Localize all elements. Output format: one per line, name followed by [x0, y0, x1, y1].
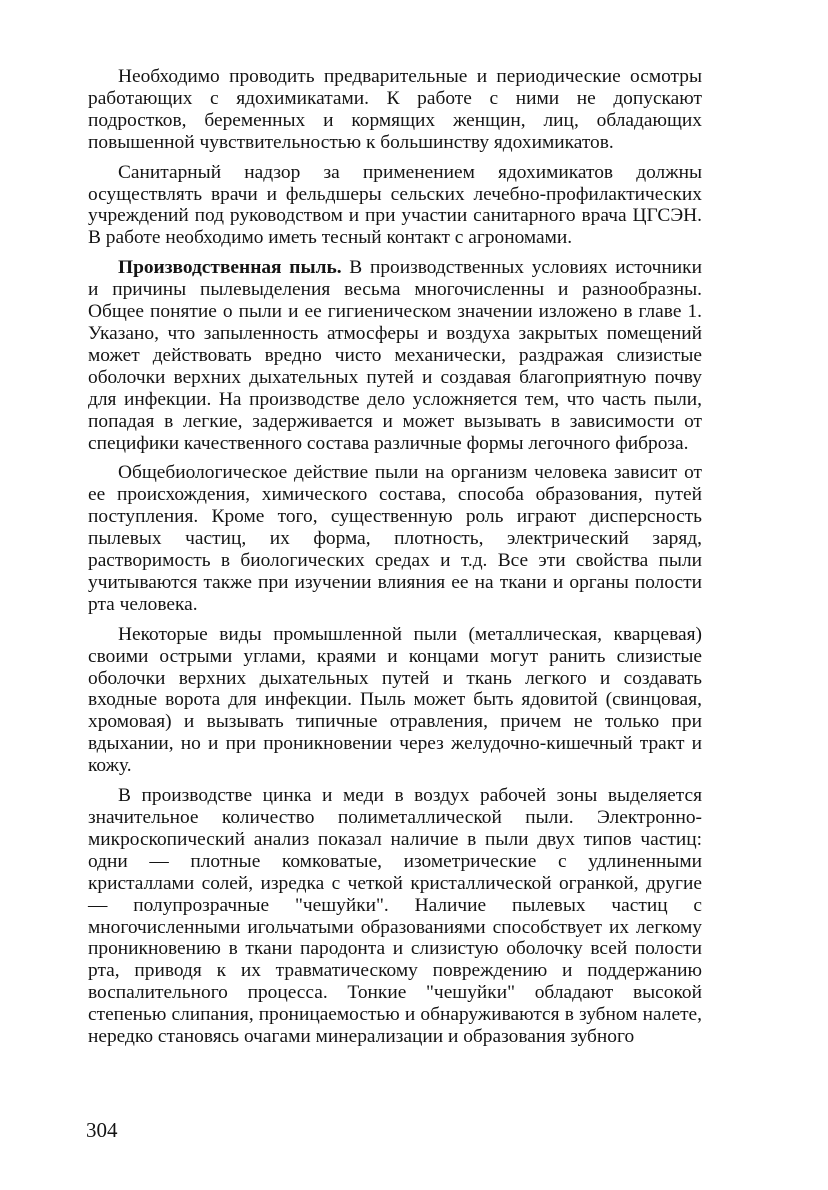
paragraph-sanitary-supervision	[88, 162, 702, 250]
book-page-text	[88, 66, 702, 1056]
paragraph-biological-action	[88, 462, 702, 615]
paragraph-text: В производственных условиях источники и причины пылевыделения весьма многочисленны и разнообразны. Общее понятие о пыли и ее гигиеническом значении изложено в главе 1. Указано, что запыленность атмосферы и воздуха закрытых помещений может действовать вредно чисто механически, раздражая слизистые оболочки верхних дыхательных путей и создавая благоприятную почву для инфекции. На производстве дело усложняется тем, что часть пыли, попадая в легкие, задерживается и может вызывать в зависимости от специфики качественного состава различные формы легочного фиброза.	[88, 257, 702, 454]
paragraph-text: Некоторые виды промышленной пыли (металлическая, кварцевая) своими острыми углами, краями и концами могут ранить слизистые оболочки верхних дыхательных путей и ткань легкого и создавать входные ворота для инфекции. Пыль может быть ядовитой (свинцовая, хромовая) и вызывать типичные отравления, причем не только при вдыхании, но и при проникновении через желудочно-кишечный тракт и кожу.	[88, 623, 702, 777]
section-heading-industrial-dust: Производственная пыль.	[118, 257, 342, 279]
paragraph-text: Необходимо проводить предварительные и периодические осмотры работающих с ядохимикатами. К работе с ними не допускают подростков, беременных и кормящих женщин, лиц, обладающих повышенной чувствительностью к большинству ядохимикатов.	[88, 66, 702, 153]
paragraph-medical-checkups	[88, 66, 702, 154]
page-number: 304	[86, 1118, 118, 1142]
paragraph-dust-types	[88, 624, 702, 777]
paragraph-text: Санитарный надзор за применением ядохимикатов должны осуществлять врачи и фельдшеры сельских лечебно-профилактических учреждений под руководством и при участии санитарного врача ЦГСЭН. В работе необходимо иметь тесный контакт с агрономами.	[88, 161, 702, 249]
paragraph-text: Общебиологическое действие пыли на организм человека зависит от ее происхождения, химического состава, способа образования, путей поступления. Кроме того, существенную роль играют дисперсность пылевых частиц, их форма, плотность, электрический заряд, растворимость в биологических средах и т.д. Все эти свойства пыли учитываются также при изучении влияния ее на ткани и органы полости рта человека.	[88, 462, 702, 615]
paragraph-text: В производстве цинка и меди в воздух рабочей зоны выделяется значительное количество полиметаллической пыли. Электронно-микроскопический анализ показал наличие в пыли двух типов частиц: одни — плотные комковатые, изометрические с удлиненными кристаллами солей, изредка с четкой кристаллической огранкой, другие — полупрозрачные "чешуйки". Наличие пылевых частиц с многочисленными игольчатыми образованиями способствует их легкому проникновению в ткани пародонта и слизистую оболочку всей полости рта, приводя к их травматическому повреждению и поддержанию воспалительного процесса. Тонкие "чешуйки" обладают высокой степенью слипания, проницаемостью и обнаруживаются в зубном налете, нередко становясь очагами минерализации и образования зубного	[88, 785, 702, 1048]
paragraph-industrial-dust	[88, 257, 702, 454]
paragraph-zinc-copper	[88, 785, 702, 1048]
